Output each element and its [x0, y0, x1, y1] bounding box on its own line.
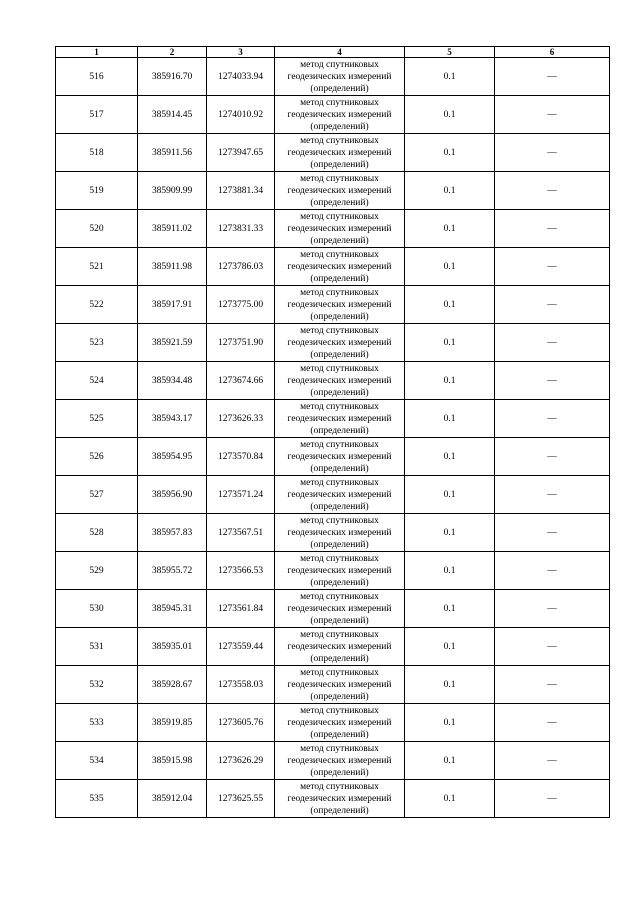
y-coordinate-cell: 1273626.29 — [207, 742, 275, 780]
table-row — [56, 514, 610, 552]
y-coordinate-cell: 1273567.51 — [207, 514, 275, 552]
accuracy-cell: 0.1 — [405, 400, 495, 438]
method-line: (определений) — [310, 615, 369, 626]
x-coordinate-cell: 385917.91 — [138, 286, 207, 324]
method-line: геодезических измерений — [287, 261, 392, 272]
accuracy-cell: 0.1 — [405, 96, 495, 134]
x-coordinate-cell: 385919.85 — [138, 704, 207, 742]
table-row — [56, 704, 610, 742]
method-line: метод спутниковых — [300, 591, 379, 602]
point-number-cell: 519 — [56, 172, 138, 210]
point-number-cell: 523 — [56, 324, 138, 362]
table-row — [56, 58, 610, 96]
method-cell — [275, 286, 405, 324]
method-cell — [275, 362, 405, 400]
method-line: метод спутниковых — [300, 325, 379, 336]
table-row — [56, 438, 610, 476]
method-line: метод спутниковых — [300, 97, 379, 108]
method-cell — [275, 552, 405, 590]
accuracy-cell: 0.1 — [405, 172, 495, 210]
x-coordinate-cell: 385943.17 — [138, 400, 207, 438]
method-line: геодезических измерений — [287, 185, 392, 196]
point-number-cell: 530 — [56, 590, 138, 628]
point-number-cell: 520 — [56, 210, 138, 248]
x-coordinate-cell: 385945.31 — [138, 590, 207, 628]
header-col-4: 4 — [275, 47, 405, 58]
y-coordinate-cell: 1273831.33 — [207, 210, 275, 248]
y-coordinate-cell: 1273558.03 — [207, 666, 275, 704]
table-row — [56, 134, 610, 172]
x-coordinate-cell: 385911.02 — [138, 210, 207, 248]
accuracy-cell: 0.1 — [405, 552, 495, 590]
coordinates-table — [55, 46, 610, 818]
table-body — [56, 58, 610, 818]
header-col-1: 1 — [56, 47, 138, 58]
method-cell — [275, 248, 405, 286]
table-row — [56, 628, 610, 666]
accuracy-cell: 0.1 — [405, 742, 495, 780]
x-coordinate-cell: 385921.59 — [138, 324, 207, 362]
x-coordinate-cell: 385934.48 — [138, 362, 207, 400]
method-cell — [275, 400, 405, 438]
method-line: геодезических измерений — [287, 109, 392, 120]
method-line: (определений) — [310, 463, 369, 474]
header-col-6: 6 — [495, 47, 610, 58]
method-cell — [275, 514, 405, 552]
method-line: метод спутниковых — [300, 173, 379, 184]
x-coordinate-cell: 385915.98 — [138, 742, 207, 780]
method-cell — [275, 590, 405, 628]
header-col-3: 3 — [207, 47, 275, 58]
method-line: геодезических измерений — [287, 223, 392, 234]
point-number-cell: 529 — [56, 552, 138, 590]
y-coordinate-cell: 1274033.94 — [207, 58, 275, 96]
y-coordinate-cell: 1273751.90 — [207, 324, 275, 362]
method-line: метод спутниковых — [300, 515, 379, 526]
accuracy-cell: 0.1 — [405, 286, 495, 324]
x-coordinate-cell: 385928.67 — [138, 666, 207, 704]
note-cell: — — [495, 476, 610, 514]
table-row — [56, 742, 610, 780]
method-line: геодезических измерений — [287, 641, 392, 652]
method-line: геодезических измерений — [287, 337, 392, 348]
point-number-cell: 525 — [56, 400, 138, 438]
point-number-cell: 531 — [56, 628, 138, 666]
note-cell: — — [495, 704, 610, 742]
x-coordinate-cell: 385914.45 — [138, 96, 207, 134]
note-cell: — — [495, 628, 610, 666]
method-cell — [275, 58, 405, 96]
note-cell: — — [495, 438, 610, 476]
method-line: метод спутниковых — [300, 553, 379, 564]
method-cell — [275, 780, 405, 818]
x-coordinate-cell: 385912.04 — [138, 780, 207, 818]
point-number-cell: 517 — [56, 96, 138, 134]
method-line: геодезических измерений — [287, 793, 392, 804]
method-line: геодезических измерений — [287, 527, 392, 538]
table-row — [56, 248, 610, 286]
point-number-cell: 522 — [56, 286, 138, 324]
method-line: (определений) — [310, 729, 369, 740]
point-number-cell: 533 — [56, 704, 138, 742]
y-coordinate-cell: 1273786.03 — [207, 248, 275, 286]
note-cell: — — [495, 666, 610, 704]
y-coordinate-cell: 1273561.84 — [207, 590, 275, 628]
method-line: метод спутниковых — [300, 135, 379, 146]
accuracy-cell: 0.1 — [405, 362, 495, 400]
y-coordinate-cell: 1273559.44 — [207, 628, 275, 666]
method-line: (определений) — [310, 653, 369, 664]
point-number-cell: 524 — [56, 362, 138, 400]
method-line: (определений) — [310, 197, 369, 208]
method-line: геодезических измерений — [287, 375, 392, 386]
method-line: геодезических измерений — [287, 299, 392, 310]
table-row — [56, 552, 610, 590]
method-line: геодезических измерений — [287, 489, 392, 500]
accuracy-cell: 0.1 — [405, 514, 495, 552]
method-line: (определений) — [310, 159, 369, 170]
method-cell — [275, 134, 405, 172]
method-cell — [275, 324, 405, 362]
method-line: метод спутниковых — [300, 743, 379, 754]
method-line: (определений) — [310, 311, 369, 322]
x-coordinate-cell: 385911.98 — [138, 248, 207, 286]
point-number-cell: 521 — [56, 248, 138, 286]
method-line: геодезических измерений — [287, 565, 392, 576]
table-row — [56, 476, 610, 514]
method-line: геодезических измерений — [287, 413, 392, 424]
accuracy-cell: 0.1 — [405, 628, 495, 666]
header-col-2: 2 — [138, 47, 207, 58]
point-number-cell: 532 — [56, 666, 138, 704]
table-row — [56, 666, 610, 704]
y-coordinate-cell: 1273571.24 — [207, 476, 275, 514]
note-cell: — — [495, 742, 610, 780]
y-coordinate-cell: 1274010.92 — [207, 96, 275, 134]
point-number-cell: 528 — [56, 514, 138, 552]
method-cell — [275, 628, 405, 666]
method-line: (определений) — [310, 767, 369, 778]
method-line: (определений) — [310, 349, 369, 360]
note-cell: — — [495, 248, 610, 286]
method-line: геодезических измерений — [287, 755, 392, 766]
accuracy-cell: 0.1 — [405, 324, 495, 362]
x-coordinate-cell: 385909.99 — [138, 172, 207, 210]
table-row — [56, 210, 610, 248]
method-line: метод спутниковых — [300, 477, 379, 488]
method-line: (определений) — [310, 83, 369, 94]
method-cell — [275, 96, 405, 134]
method-cell — [275, 742, 405, 780]
x-coordinate-cell: 385955.72 — [138, 552, 207, 590]
accuracy-cell: 0.1 — [405, 438, 495, 476]
method-cell — [275, 666, 405, 704]
y-coordinate-cell: 1273626.33 — [207, 400, 275, 438]
method-line: метод спутниковых — [300, 211, 379, 222]
x-coordinate-cell: 385956.90 — [138, 476, 207, 514]
y-coordinate-cell: 1273674.66 — [207, 362, 275, 400]
point-number-cell: 518 — [56, 134, 138, 172]
point-number-cell: 535 — [56, 780, 138, 818]
table-header — [56, 47, 610, 58]
note-cell: — — [495, 514, 610, 552]
method-line: геодезических измерений — [287, 71, 392, 82]
y-coordinate-cell: 1273566.53 — [207, 552, 275, 590]
accuracy-cell: 0.1 — [405, 248, 495, 286]
accuracy-cell: 0.1 — [405, 666, 495, 704]
method-cell — [275, 476, 405, 514]
table-row — [56, 96, 610, 134]
note-cell: — — [495, 58, 610, 96]
y-coordinate-cell: 1273881.34 — [207, 172, 275, 210]
point-number-cell: 526 — [56, 438, 138, 476]
note-cell: — — [495, 134, 610, 172]
y-coordinate-cell: 1273625.55 — [207, 780, 275, 818]
header-row — [56, 47, 610, 58]
method-line: метод спутниковых — [300, 439, 379, 450]
x-coordinate-cell: 385916.70 — [138, 58, 207, 96]
method-line: геодезических измерений — [287, 603, 392, 614]
note-cell: — — [495, 780, 610, 818]
method-line: геодезических измерений — [287, 717, 392, 728]
accuracy-cell: 0.1 — [405, 210, 495, 248]
note-cell: — — [495, 324, 610, 362]
x-coordinate-cell: 385935.01 — [138, 628, 207, 666]
method-line: геодезических измерений — [287, 679, 392, 690]
x-coordinate-cell: 385957.83 — [138, 514, 207, 552]
table-row — [56, 324, 610, 362]
y-coordinate-cell: 1273605.76 — [207, 704, 275, 742]
method-line: метод спутниковых — [300, 287, 379, 298]
note-cell: — — [495, 590, 610, 628]
method-cell — [275, 210, 405, 248]
note-cell: — — [495, 172, 610, 210]
method-line: метод спутниковых — [300, 59, 379, 70]
method-line: геодезических измерений — [287, 451, 392, 462]
method-line: геодезических измерений — [287, 147, 392, 158]
method-line: (определений) — [310, 691, 369, 702]
note-cell: — — [495, 210, 610, 248]
method-line: метод спутниковых — [300, 363, 379, 374]
method-line: (определений) — [310, 805, 369, 816]
method-line: метод спутниковых — [300, 667, 379, 678]
note-cell: — — [495, 96, 610, 134]
point-number-cell: 516 — [56, 58, 138, 96]
table-row — [56, 590, 610, 628]
method-line: (определений) — [310, 539, 369, 550]
note-cell: — — [495, 552, 610, 590]
note-cell: — — [495, 362, 610, 400]
header-col-5: 5 — [405, 47, 495, 58]
method-line: метод спутниковых — [300, 249, 379, 260]
method-line: (определений) — [310, 121, 369, 132]
x-coordinate-cell: 385911.56 — [138, 134, 207, 172]
note-cell: — — [495, 286, 610, 324]
method-cell — [275, 704, 405, 742]
table-row — [56, 172, 610, 210]
method-line: метод спутниковых — [300, 401, 379, 412]
y-coordinate-cell: 1273570.84 — [207, 438, 275, 476]
y-coordinate-cell: 1273775.00 — [207, 286, 275, 324]
method-line: (определений) — [310, 577, 369, 588]
y-coordinate-cell: 1273947.65 — [207, 134, 275, 172]
method-line: метод спутниковых — [300, 781, 379, 792]
method-line: метод спутниковых — [300, 705, 379, 716]
point-number-cell: 527 — [56, 476, 138, 514]
method-line: (определений) — [310, 501, 369, 512]
accuracy-cell: 0.1 — [405, 134, 495, 172]
accuracy-cell: 0.1 — [405, 476, 495, 514]
method-line: (определений) — [310, 235, 369, 246]
method-cell — [275, 438, 405, 476]
note-cell: — — [495, 400, 610, 438]
method-line: метод спутниковых — [300, 629, 379, 640]
method-line: (определений) — [310, 387, 369, 398]
x-coordinate-cell: 385954.95 — [138, 438, 207, 476]
method-line: (определений) — [310, 425, 369, 436]
accuracy-cell: 0.1 — [405, 590, 495, 628]
accuracy-cell: 0.1 — [405, 780, 495, 818]
table-row — [56, 780, 610, 818]
accuracy-cell: 0.1 — [405, 58, 495, 96]
method-line: (определений) — [310, 273, 369, 284]
table-row — [56, 362, 610, 400]
point-number-cell: 534 — [56, 742, 138, 780]
table-row — [56, 286, 610, 324]
table-row — [56, 400, 610, 438]
method-cell — [275, 172, 405, 210]
accuracy-cell: 0.1 — [405, 704, 495, 742]
